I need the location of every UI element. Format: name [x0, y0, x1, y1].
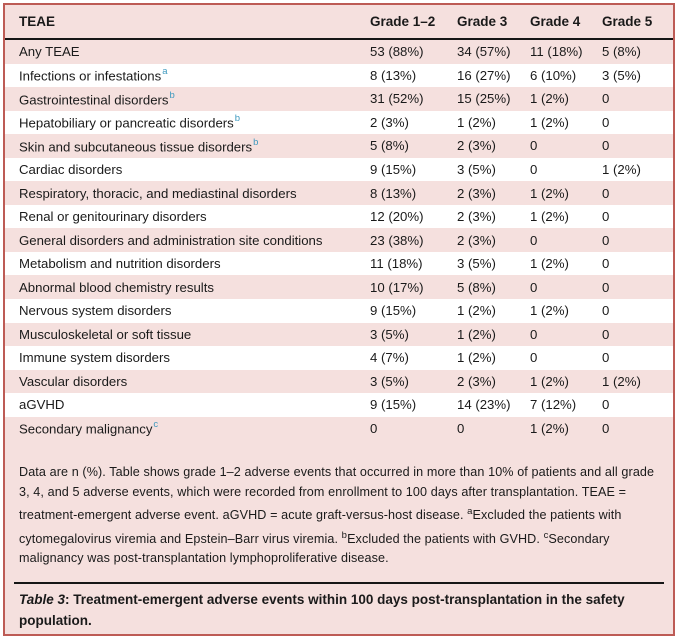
table-row	[5, 181, 673, 205]
grade-value: 9 (15%)	[370, 162, 417, 177]
grade-value: 14 (23%)	[457, 397, 511, 413]
footnote-marker: b	[253, 136, 259, 148]
footnote-superscript: c	[543, 529, 549, 541]
table-row	[5, 346, 673, 370]
row-label: Respiratory, thoracic, and mediastinal disorders	[19, 185, 297, 201]
grade-value: 11 (18%)	[370, 256, 423, 272]
table-row	[5, 228, 673, 252]
grade-value: 0	[457, 421, 465, 437]
grade-value: 0	[602, 185, 610, 201]
table-row	[5, 64, 673, 88]
grade-value: 7 (12%)	[530, 397, 577, 413]
grade-value: 15 (25%)	[457, 91, 511, 107]
grade-value: 1 (2%)	[457, 350, 496, 366]
row-label: Any TEAE	[19, 44, 80, 60]
row-label: Renal or genitourinary disorders	[19, 209, 207, 225]
table-caption	[19, 590, 661, 631]
table-header-row	[5, 5, 673, 40]
grade-value: 2 (3%)	[457, 138, 496, 154]
grade-value: 2 (3%)	[457, 185, 496, 201]
table-row	[5, 87, 673, 111]
row-label: Cardiac disorders	[19, 162, 123, 177]
table-row	[5, 275, 673, 299]
grade-value: 2 (3%)	[457, 232, 496, 248]
grade-value: 3 (5%)	[370, 326, 409, 342]
table-panel	[3, 3, 675, 636]
grade-value: 3 (5%)	[457, 256, 496, 272]
grade-value: 0	[602, 303, 610, 319]
row-label: General disorders and administration site conditions	[19, 232, 323, 248]
row-label: Vascular disorders	[19, 373, 128, 389]
grade-value: 2 (3%)	[370, 114, 409, 130]
row-label: Abnormal blood chemistry results	[19, 279, 214, 295]
grade-value: 0	[530, 279, 538, 295]
table-row	[5, 134, 673, 158]
grade-value: 1 (2%)	[530, 185, 569, 201]
footnote-marker: a	[162, 66, 168, 78]
table-row	[5, 417, 673, 441]
grade-value: 11 (18%)	[530, 44, 583, 60]
grade-value: 12 (20%)	[370, 209, 424, 225]
footnote-superscript: b	[341, 529, 348, 541]
grade-value: 0	[602, 232, 610, 248]
grade-value: 0	[602, 114, 610, 130]
grade-value: 0	[602, 326, 610, 342]
table-row	[5, 370, 673, 394]
table-row	[5, 158, 673, 182]
row-label: Hepatobiliary or pancreatic disorders$^b$	[19, 113, 241, 131]
grade-value: 0	[602, 256, 610, 272]
column-header-grade-4: Grade 4	[530, 14, 581, 29]
footnote-text: Excluded the patients with cytomegalovirus viremia and Epstein–Barr virus viremia.	[19, 508, 622, 546]
grade-value: 1 (2%)	[530, 421, 569, 437]
grade-value: 1 (2%)	[530, 209, 569, 225]
grade-value: 1 (2%)	[530, 114, 569, 130]
row-label: aGVHD	[19, 397, 65, 413]
grade-value: 9 (15%)	[370, 397, 417, 413]
grade-value: 0	[602, 421, 610, 437]
grade-value: 3 (5%)	[457, 162, 496, 177]
row-label: Gastrointestinal disorders$^b$	[19, 89, 175, 108]
grade-value: 2 (3%)	[457, 209, 496, 225]
table-row	[5, 111, 673, 135]
row-label: Infections or infestations$^a$	[19, 66, 168, 84]
grade-value: 1 (2%)	[602, 373, 641, 389]
grade-value: 1 (2%)	[530, 373, 569, 389]
row-label: Secondary malignancy$^c$	[19, 419, 159, 437]
column-header-grade-5: Grade 5	[602, 14, 653, 29]
footnote-marker: b	[234, 113, 241, 125]
footnote-text: Secondary malignancy was post-transplantation lymphoproliferative disease.	[19, 531, 610, 566]
row-label: Immune system disorders	[19, 350, 170, 366]
grade-value: 31 (52%)	[370, 91, 424, 107]
caption-label: Table 3	[19, 592, 66, 607]
grade-value: 3 (5%)	[602, 67, 641, 83]
table-row	[5, 299, 673, 323]
grade-value: 1 (2%)	[457, 303, 496, 319]
caption-text: : Treatment-emergent adverse events within 100 days post-transplantation in the safety population.	[19, 592, 625, 628]
grade-value: 1 (2%)	[457, 114, 496, 130]
row-label: Musculoskeletal or soft tissue	[19, 326, 192, 342]
table-footnote	[19, 463, 661, 569]
table-row	[5, 252, 673, 276]
grade-value: 9 (15%)	[370, 303, 417, 319]
grade-value: 1 (2%)	[530, 256, 569, 272]
grade-value: 53 (88%)	[370, 44, 424, 60]
footnote-text: Data are n (%). Table shows grade 1–2 adverse events that occurred in more than 10% of patients and all grade 3, 4, and 5 adverse events, which were recorded from enrollment to 100 days after transplantation. TEAE = treatment-emergent adverse event. aGVHD = acute graft-versus-host disease.	[19, 465, 655, 523]
table-row	[5, 393, 673, 417]
grade-value: 2 (3%)	[457, 373, 496, 389]
column-header-grade-3: Grade 3	[457, 14, 508, 29]
footnote-marker: b	[169, 89, 175, 101]
column-header-teae: TEAE	[19, 14, 56, 29]
grade-value: 1 (2%)	[530, 303, 569, 319]
footnote-superscript: a	[467, 506, 473, 517]
grade-value: 0	[602, 350, 610, 366]
grade-value: 5 (8%)	[602, 44, 641, 60]
grade-value: 0	[602, 397, 610, 413]
grade-value: 0	[602, 279, 610, 295]
footnote-marker: c	[153, 419, 159, 431]
column-header-grade-1-2: Grade 1–2	[370, 14, 436, 29]
grade-value: 3 (5%)	[370, 373, 409, 389]
table-row	[5, 205, 673, 229]
grade-value: 34 (57%)	[457, 44, 511, 60]
grade-value: 8 (13%)	[370, 185, 417, 201]
grade-value: 0	[602, 138, 610, 154]
grade-value: 1 (2%)	[457, 326, 496, 342]
grade-value: 5 (8%)	[457, 279, 496, 295]
row-label: Skin and subcutaneous tissue disorders$^b$	[19, 136, 259, 155]
row-label: Nervous system disorders	[19, 303, 172, 319]
grade-value: 0	[530, 350, 538, 366]
grade-value: 6 (10%)	[530, 67, 577, 83]
grade-value: 1 (2%)	[530, 91, 569, 107]
grade-value: 16 (27%)	[457, 67, 511, 83]
grade-value: 1 (2%)	[602, 162, 641, 177]
grade-value: 4 (7%)	[370, 350, 409, 366]
caption-rule	[14, 582, 664, 584]
grade-value: 0	[530, 326, 538, 342]
table-row	[5, 40, 673, 64]
table-row	[5, 323, 673, 347]
grade-value: 0	[530, 138, 538, 154]
grade-value: 0	[602, 209, 610, 225]
grade-value: 23 (38%)	[370, 232, 424, 248]
table-body	[5, 40, 673, 440]
grade-value: 8 (13%)	[370, 67, 417, 83]
row-label: Metabolism and nutrition disorders	[19, 256, 221, 272]
grade-value: 0	[530, 232, 538, 248]
grade-value: 10 (17%)	[370, 279, 424, 295]
grade-value: 0	[370, 421, 378, 437]
grade-value: 5 (8%)	[370, 138, 409, 154]
footnote-text: Excluded the patients with GVHD.	[347, 531, 544, 546]
grade-value: 0	[602, 91, 610, 107]
grade-value: 0	[530, 162, 538, 177]
